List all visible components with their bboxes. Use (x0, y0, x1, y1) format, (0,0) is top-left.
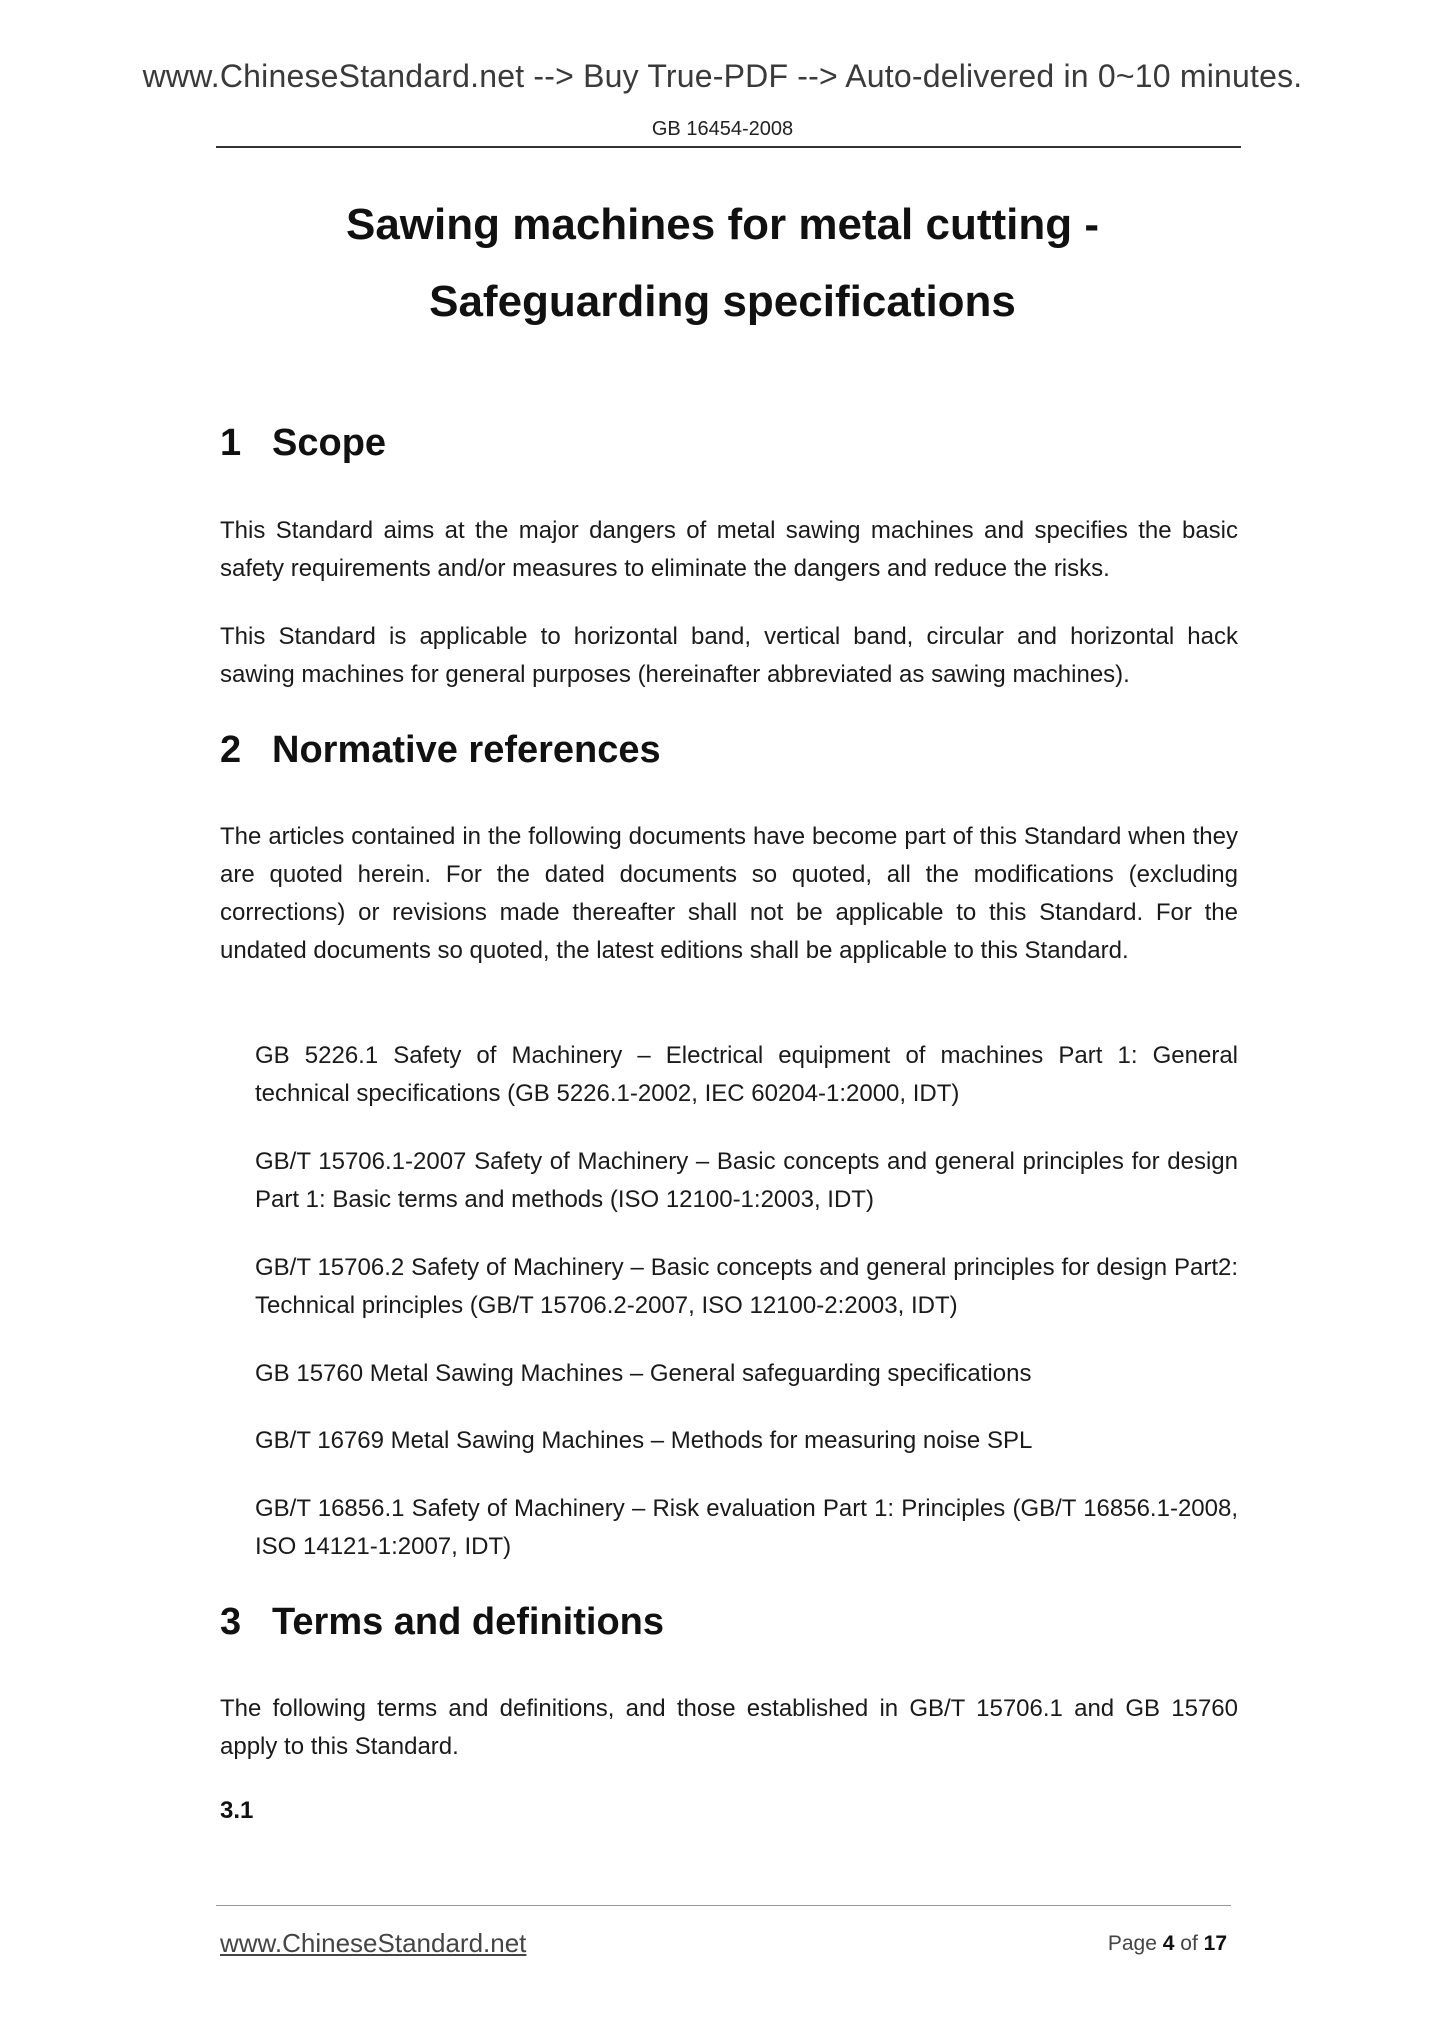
reference-item: GB 15760 Metal Sawing Machines – General safeguarding specifications (255, 1360, 1032, 1387)
header-divider (216, 146, 1241, 148)
footer-divider (216, 1905, 1231, 1906)
reference-item: GB/T 16769 Metal Sawing Machines – Methods for measuring noise SPL (255, 1427, 1033, 1454)
scope-paragraph-1: This Standard aims at the major dangers of metal sawing machines and specifies the basic safety requirements and/or measures to eliminate the dangers and reduce the risks. (220, 517, 1238, 582)
section-title: Scope (272, 422, 387, 464)
page-total: 17 (1203, 1932, 1227, 1955)
section-title: Terms and definitions (272, 1601, 665, 1643)
section-title: Normative references (272, 729, 661, 771)
section-3-heading (220, 1599, 1238, 1645)
normative-intro-paragraph: The articles contained in the following documents have become part of this Standard when they are quoted herein. For the dated documents so quoted, all the modifications (excluding corrections) or revisions made thereafter shall not be applicable to this Standard. For the undated documents so quoted, the latest editions shall be applicable to this Standard. (220, 823, 1238, 964)
reference-item: GB/T 15706.1-2007 Safety of Machinery – Basic concepts and general principles for design Part 1: Basic terms and methods (ISO 12100-1:2003, IDT) (255, 1148, 1238, 1213)
page-number: 4 (1162, 1932, 1175, 1955)
title-line-1: Sawing machines for metal cutting - (345, 200, 1099, 249)
section-1-heading (220, 420, 1238, 466)
reference-item: GB/T 15706.2 Safety of Machinery – Basic concepts and general principles for design Part2: Technical principles (GB/T 15706.2-2007, ISO 12100-2:2003, IDT) (255, 1254, 1238, 1319)
section-number: 2 (220, 729, 242, 771)
page-indicator: Page 4 of 17 (1107, 1932, 1227, 1955)
terms-paragraph: The following terms and definitions, and those established in GB/T 15706.1 and GB 15760 apply to this Standard. (220, 1695, 1238, 1760)
section-2-heading (220, 727, 1238, 773)
clause-3-1: 3.1 (220, 1797, 254, 1824)
document-title (0, 186, 1445, 340)
footer-website-link[interactable]: www.ChineseStandard.net (220, 1928, 527, 1958)
reference-item: GB 5226.1 Safety of Machinery – Electrical equipment of machines Part 1: General technical specifications (GB 5226.1-2002, IEC 60204-1:2000, IDT) (255, 1042, 1238, 1107)
section-number: 1 (220, 422, 242, 464)
reference-item: GB/T 16856.1 Safety of Machinery – Risk evaluation Part 1: Principles (GB/T 16856.1-2008, ISO 14121-1:2007, IDT) (255, 1495, 1238, 1560)
scope-paragraph-2: This Standard is applicable to horizontal band, vertical band, circular and horizontal hack sawing machines for general purposes (hereinafter abbreviated as sawing machines). (220, 623, 1238, 688)
section-number: 3 (220, 1601, 242, 1643)
top-banner: www.ChineseStandard.net --> Buy True-PDF --> Auto-delivered in 0~10 minutes. (142, 58, 1303, 94)
title-line-2: Safeguarding specifications (429, 277, 1016, 326)
document-id: GB 16454-2008 (651, 118, 794, 140)
